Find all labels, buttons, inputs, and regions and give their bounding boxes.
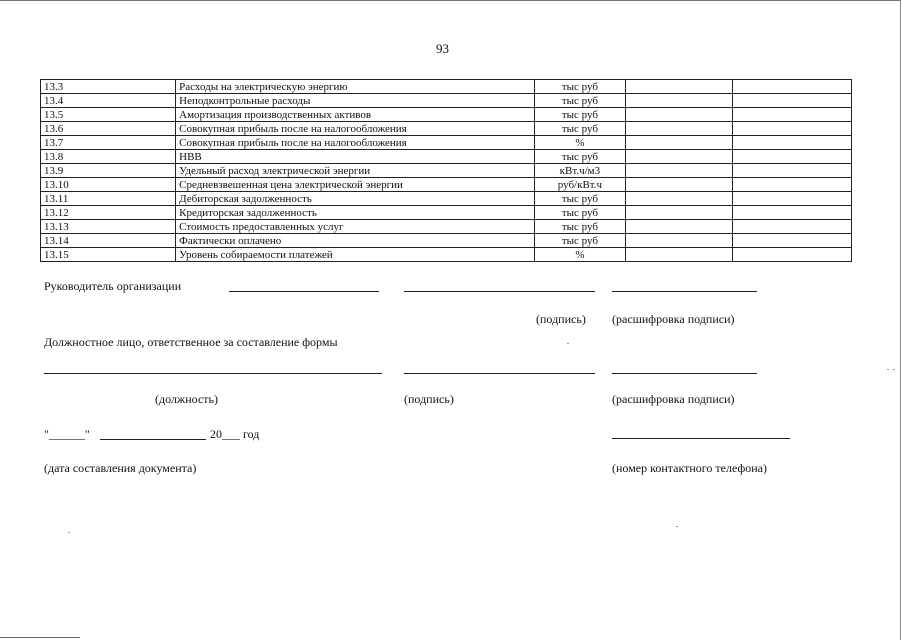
table-row — [41, 192, 852, 206]
indicator-name-cell: Расходы на электрическую энергию — [176, 80, 535, 94]
unit-cell: тыс руб — [535, 192, 626, 206]
unit-cell: кВт.ч/м3 — [535, 164, 626, 178]
value-cell-2 — [732, 206, 851, 220]
official-signature-caption: (подпись) — [404, 392, 454, 406]
row-number-cell: 13.10 — [41, 178, 176, 192]
value-cell-1 — [625, 248, 732, 262]
value-cell-1 — [625, 136, 732, 150]
row-number-cell: 13.9 — [41, 164, 176, 178]
indicator-name-cell: Средневзвешенная цена электрической энергии — [176, 178, 535, 192]
row-number-cell: 13.4 — [41, 94, 176, 108]
value-cell-1 — [625, 94, 732, 108]
value-cell-2 — [732, 220, 851, 234]
value-cell-1 — [625, 192, 732, 206]
unit-cell: тыс руб — [535, 122, 626, 136]
head-of-organization-label: Руководитель организации — [44, 279, 182, 293]
head-decoding-caption: (расшифровка подписи) — [612, 312, 735, 326]
table-row — [41, 136, 852, 150]
table-row — [41, 178, 852, 192]
page-bottom-mark — [0, 637, 80, 638]
indicator-name-cell: Уровень собираемости платежей — [176, 248, 535, 262]
value-cell-2 — [732, 192, 851, 206]
indicator-name-cell: Фактически оплачено — [176, 234, 535, 248]
responsible-official-label: Должностное лицо, ответственное за составление формы — [44, 335, 338, 349]
value-cell-2 — [732, 94, 851, 108]
table-row — [41, 94, 852, 108]
value-cell-1 — [625, 164, 732, 178]
unit-cell: % — [535, 248, 626, 262]
unit-cell: тыс руб — [535, 150, 626, 164]
official-signature-line — [404, 373, 595, 374]
table-row — [41, 234, 852, 248]
value-cell-1 — [625, 108, 732, 122]
value-cell-2 — [732, 248, 851, 262]
head-decoding-line — [612, 291, 757, 292]
row-number-cell: 13.7 — [41, 136, 176, 150]
table-row — [41, 150, 852, 164]
indicator-name-cell: Кредиторская задолженность — [176, 206, 535, 220]
indicator-name-cell: Дебиторская задолженность — [176, 192, 535, 206]
head-signature-caption: (подпись) — [536, 312, 586, 326]
table-row — [41, 248, 852, 262]
row-number-cell: 13.13 — [41, 220, 176, 234]
official-decoding-caption: (расшифровка подписи) — [612, 392, 735, 406]
indicator-name-cell: Амортизация производственных активов — [176, 108, 535, 122]
unit-cell: тыс руб — [535, 108, 626, 122]
value-cell-1 — [625, 80, 732, 94]
value-cell-1 — [625, 206, 732, 220]
official-position-caption: (должность) — [155, 392, 218, 406]
indicator-name-cell: Стоимость предоставленных услуг — [176, 220, 535, 234]
indicators-table — [40, 79, 852, 262]
table-row — [41, 122, 852, 136]
value-cell-2 — [732, 108, 851, 122]
indicator-name-cell: Совокупная прибыль после на налогообложения — [176, 136, 535, 150]
phone-line — [612, 438, 790, 439]
row-number-cell: 13.6 — [41, 122, 176, 136]
scan-speck — [68, 532, 70, 533]
row-number-cell: 13.8 — [41, 150, 176, 164]
official-position-line — [44, 373, 382, 374]
scan-speck — [567, 343, 569, 344]
value-cell-1 — [625, 234, 732, 248]
value-cell-2 — [732, 164, 851, 178]
unit-cell: тыс руб — [535, 220, 626, 234]
table-row — [41, 80, 852, 94]
scan-speck — [676, 526, 678, 527]
unit-cell: руб/кВт.ч — [535, 178, 626, 192]
value-cell-2 — [732, 178, 851, 192]
head-signature-line — [404, 291, 595, 292]
indicator-name-cell: Совокупная прибыль после на налогообложения — [176, 122, 535, 136]
value-cell-1 — [625, 122, 732, 136]
scan-speck — [893, 369, 895, 370]
scan-speck — [887, 369, 889, 370]
date-caption: (дата составления документа) — [44, 461, 197, 475]
row-number-cell: 13.12 — [41, 206, 176, 220]
row-number-cell: 13.14 — [41, 234, 176, 248]
value-cell-1 — [625, 220, 732, 234]
unit-cell: тыс руб — [535, 206, 626, 220]
head-position-line — [229, 291, 379, 292]
value-cell-1 — [625, 178, 732, 192]
value-cell-2 — [732, 80, 851, 94]
row-number-cell: 13.11 — [41, 192, 176, 206]
unit-cell: тыс руб — [535, 80, 626, 94]
value-cell-1 — [625, 150, 732, 164]
indicator-name-cell: Неподконтрольные расходы — [176, 94, 535, 108]
unit-cell: тыс руб — [535, 94, 626, 108]
value-cell-2 — [732, 136, 851, 150]
unit-cell: тыс руб — [535, 234, 626, 248]
page-number: 93 — [436, 41, 449, 56]
page-top-edge — [0, 0, 901, 1]
indicator-name-cell: Удельный расход электрической энергии — [176, 164, 535, 178]
table-row — [41, 164, 852, 178]
value-cell-2 — [732, 150, 851, 164]
unit-cell: % — [535, 136, 626, 150]
official-decoding-line — [612, 373, 757, 374]
table-row — [41, 206, 852, 220]
value-cell-2 — [732, 234, 851, 248]
row-number-cell: 13.15 — [41, 248, 176, 262]
table-row — [41, 220, 852, 234]
date-day-field: "______" — [44, 427, 90, 441]
date-month-line — [100, 439, 206, 440]
row-number-cell: 13.3 — [41, 80, 176, 94]
phone-caption: (номер контактного телефона) — [612, 461, 767, 475]
row-number-cell: 13.5 — [41, 108, 176, 122]
value-cell-2 — [732, 122, 851, 136]
table-row — [41, 108, 852, 122]
date-year-field: 20___ год — [210, 427, 260, 441]
indicators-table-body — [41, 80, 852, 262]
indicator-name-cell: НВВ — [176, 150, 535, 164]
